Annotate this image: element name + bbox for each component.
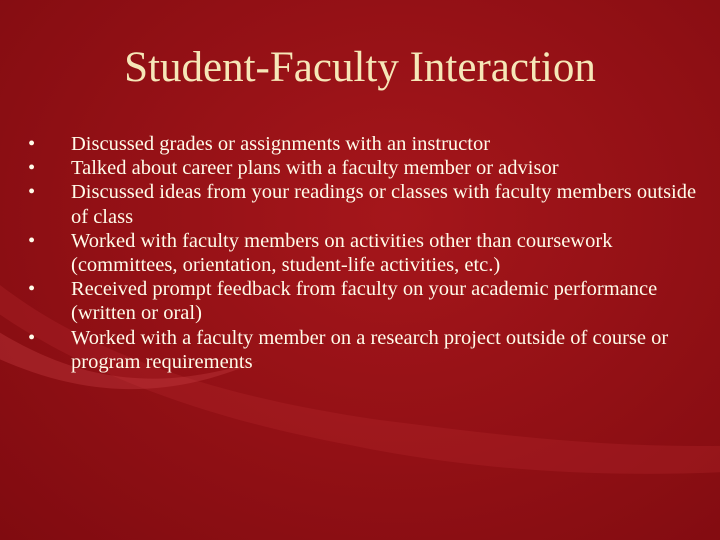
bullet-marker: • bbox=[28, 326, 36, 349]
bullet-text: Worked with faculty members on activities other than coursework (committees, orientation, student-life activities, etc.) bbox=[71, 229, 613, 277]
bullet-text: Talked about career plans with a faculty member or advisor bbox=[71, 157, 559, 180]
bullet-text: Discussed ideas from your readings or classes with faculty members outside of class bbox=[71, 181, 697, 228]
bullet-item bbox=[28, 277, 713, 325]
bullet-item bbox=[28, 180, 713, 228]
slide-title: Student-Faculty Interaction bbox=[124, 44, 596, 91]
bullet-marker: • bbox=[28, 181, 36, 204]
bullet-item bbox=[28, 156, 713, 180]
bullet-text: Worked with a faculty member on a research project outside of course or program requirements bbox=[71, 326, 669, 373]
bullet-marker: • bbox=[28, 229, 36, 252]
bullet-marker: • bbox=[28, 278, 36, 301]
bullet-item bbox=[28, 326, 713, 374]
bullet-marker: • bbox=[28, 157, 36, 180]
bullet-text: Received prompt feedback from faculty on your academic performance (written or oral) bbox=[71, 278, 658, 325]
bullet-marker: • bbox=[28, 133, 36, 155]
bullet-item bbox=[28, 229, 713, 277]
bullet-item bbox=[28, 132, 713, 156]
bullet-list bbox=[28, 132, 713, 374]
bullet-text: Discussed grades or assignments with an instructor bbox=[71, 133, 491, 155]
